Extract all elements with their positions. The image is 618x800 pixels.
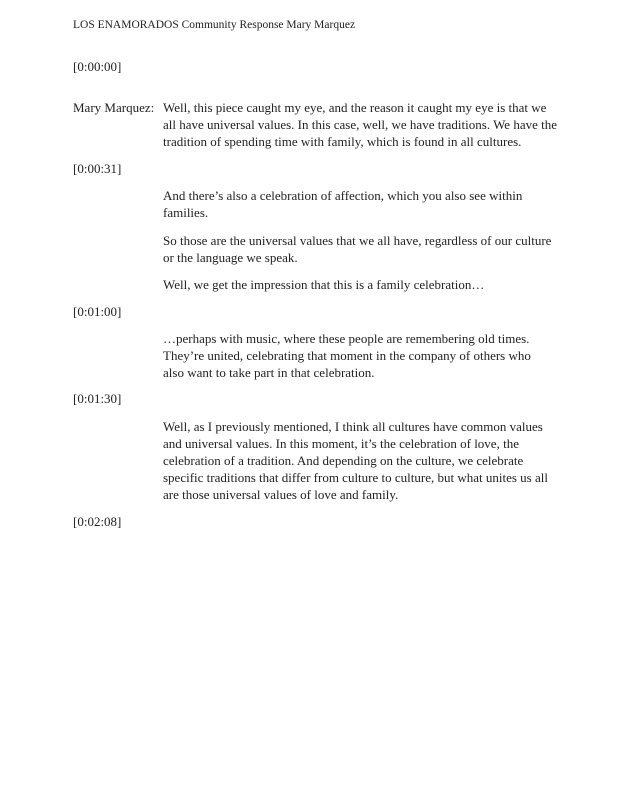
timestamp: [0:01:00] [73, 304, 122, 319]
text-line: …perhaps with music, where these people are remembering old times. [163, 331, 530, 346]
text-line: So those are the universal values that we all have, regardless of our culture [163, 233, 552, 248]
timestamp: [0:02:08] [73, 514, 122, 529]
paragraph [163, 232, 551, 266]
text-line: celebration of a tradition. And depending on the culture, we celebrate [163, 453, 524, 468]
text-line: Well, this piece caught my eye, and the reason it caught my eye is that we [163, 100, 547, 115]
paragraph [163, 418, 548, 503]
paragraph [163, 187, 522, 221]
text-line: are those universal values of love and family. [163, 487, 399, 502]
paragraph [163, 330, 531, 381]
speaker-label: Mary Marquez: [73, 100, 155, 115]
paragraph [163, 276, 484, 293]
text-line: all have universal values. In this case, well, we have traditions. We have the [163, 117, 557, 132]
text-line: and universal values. In this moment, it’s the celebration of love, the [163, 436, 519, 451]
timestamp: [0:00:00] [73, 59, 122, 74]
text-line: also want to take part in that celebration. [163, 365, 375, 380]
timestamp: [0:00:31] [73, 161, 122, 176]
text-line: tradition of spending time with family, which is found in all cultures. [163, 134, 522, 149]
text-line: Well, as I previously mentioned, I think all cultures have common values [163, 419, 543, 434]
text-line: They’re united, celebrating that moment in the company of others who [163, 348, 531, 363]
paragraph [163, 99, 557, 150]
document-header: LOS ENAMORADOS Community Response Mary Marquez [73, 19, 356, 31]
timestamp: [0:01:30] [73, 391, 122, 406]
text-line: specific traditions that differ from culture to culture, but what unites us all [163, 470, 548, 485]
text-line: or the language we speak. [163, 250, 298, 265]
text-line: And there’s also a celebration of affection, which you also see within [163, 188, 523, 203]
text-line: families. [163, 205, 209, 220]
text-line: Well, we get the impression that this is a family celebration… [163, 277, 485, 292]
